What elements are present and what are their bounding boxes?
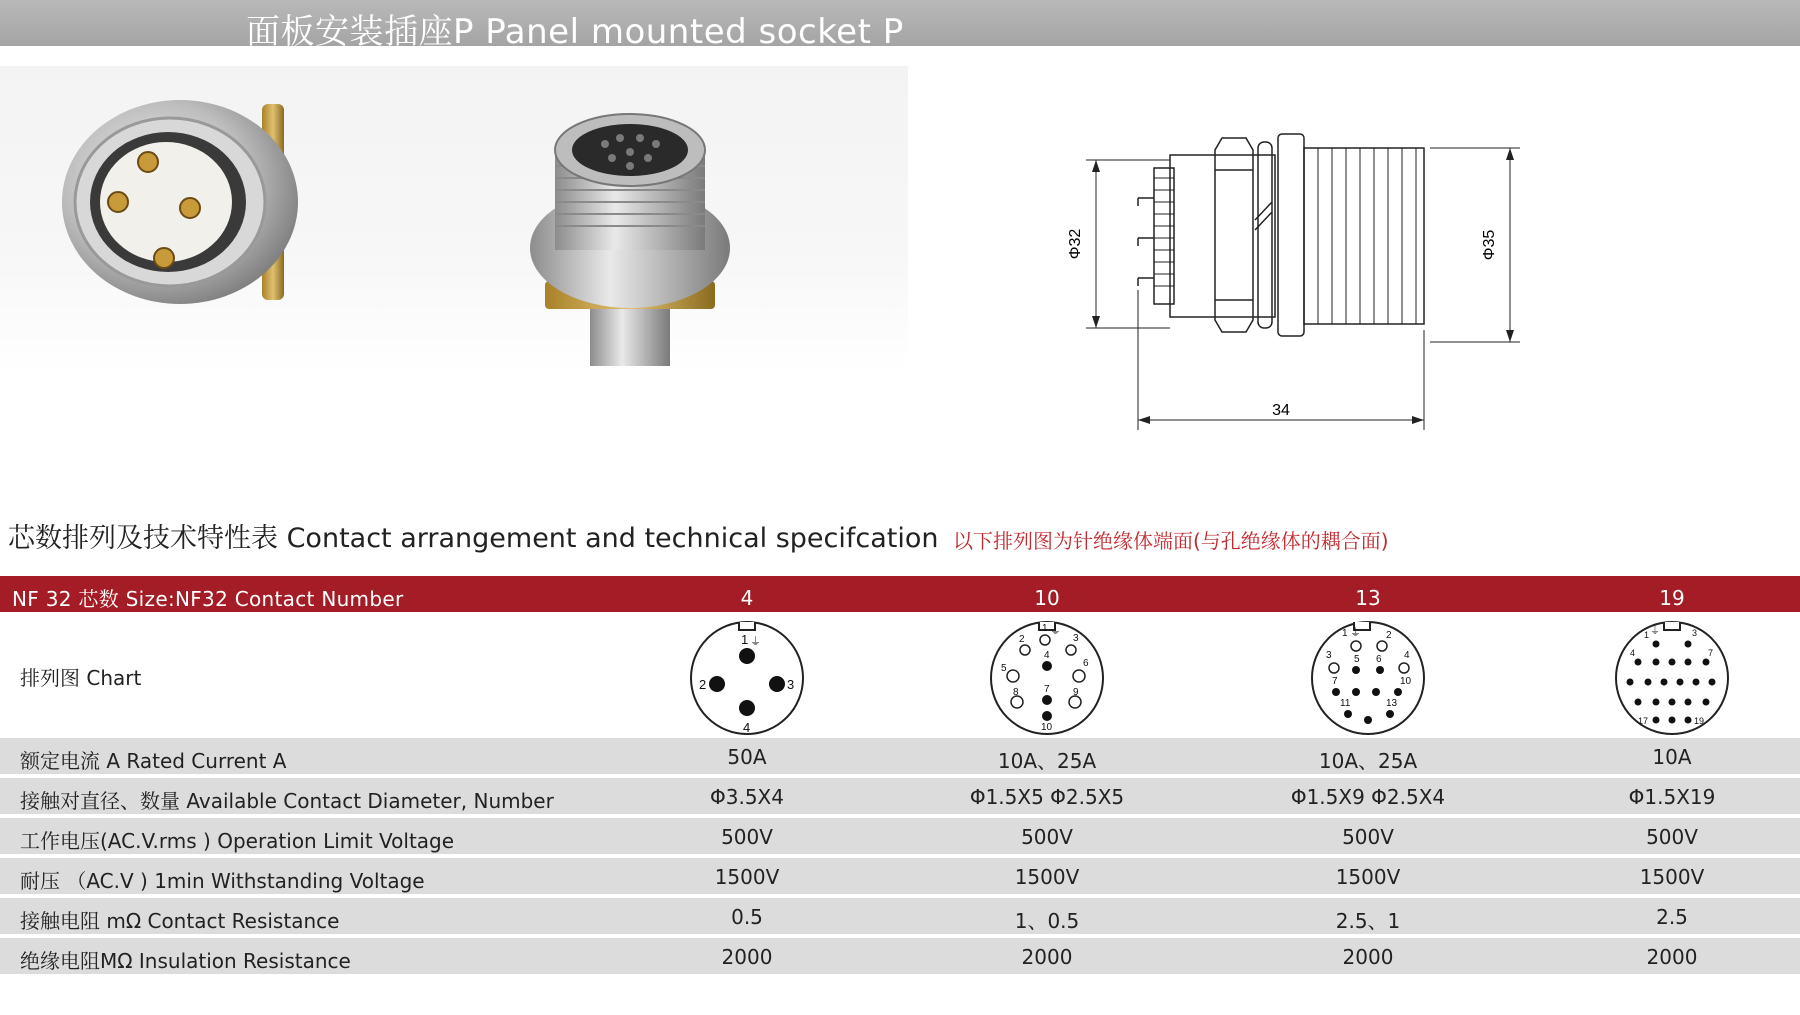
table-cell: 2.5 (1656, 905, 1688, 929)
table-cell: 2.5、1 (1335, 909, 1401, 933)
pin-label: 7 (1044, 684, 1050, 695)
pin-label: 8 (1013, 687, 1019, 698)
table-row (0, 738, 1800, 774)
ground-icon: ⏚ (1350, 627, 1361, 639)
ground-icon: ⏚ (1650, 626, 1660, 637)
pin-label: 1 (741, 632, 749, 647)
table-cell: 2000 (1646, 945, 1698, 969)
product-photo-illustration (0, 66, 908, 376)
pin-label: 9 (1073, 687, 1079, 698)
contact-chart-19 (1608, 616, 1736, 738)
table-cell: 10A、25A (1318, 749, 1418, 773)
table-row (0, 938, 1800, 974)
table-cell: 500V (1342, 825, 1394, 849)
section-heading: 芯数排列及技术特性表 Contact arrangement and technical specifcation (8, 523, 939, 554)
pin-label: 1 (1644, 630, 1650, 640)
arrangement-note: 以下排列图为针绝缘体端面(与孔绝缘体的耦合面) (953, 529, 1389, 553)
col-head-13: 13 (1355, 586, 1381, 610)
chart-row-label: 排列图 Chart (20, 666, 142, 690)
pin-label: 10 (1041, 722, 1053, 733)
table-cell: 1500V (1014, 865, 1080, 889)
pin-label: 4 (1630, 648, 1636, 658)
table-cell: 2000 (1021, 945, 1073, 969)
table-cell: 10A、25A (997, 749, 1097, 773)
row-label-withstanding-voltage: 耐压 （AC.V ) 1min Withstanding Voltage (20, 869, 425, 893)
pin-label: 3 (1073, 633, 1079, 644)
ground-icon: ⏚ (1050, 625, 1061, 637)
table-cell: Φ1.5X5 Φ2.5X5 (969, 785, 1125, 809)
table-row (0, 818, 1800, 854)
contact-chart-4 (683, 616, 811, 738)
row-label-operation-voltage: 工作电压(AC.V.rms ) Operation Limit Voltage (20, 829, 455, 853)
ground-icon: ⏚ (750, 636, 761, 648)
row-label-contact-resistance: 接触电阻 mΩ Contact Resistance (20, 909, 340, 933)
table-cell: 2000 (1342, 945, 1394, 969)
table-cell: 500V (1021, 825, 1073, 849)
pin-label: 2 (1386, 630, 1392, 641)
dim-d35: Φ35 (1481, 229, 1498, 261)
dimension-drawing (1050, 120, 1550, 440)
row-label-contact-diameter: 接触对直径、数量 Available Contact Diameter, Number (20, 789, 554, 813)
dim-d32: Φ32 (1067, 228, 1084, 260)
pin-label: 6 (1083, 658, 1089, 669)
table-cell: 1500V (1639, 865, 1705, 889)
pin-label: 11 (1340, 698, 1351, 709)
page-title: 面板安装插座P Panel mounted socket P (246, 12, 904, 52)
table-cell: 50A (727, 745, 767, 769)
table-cell: 2000 (721, 945, 773, 969)
pin-label: 4 (743, 720, 751, 735)
col-head-10: 10 (1034, 586, 1060, 610)
row-label-insulation-resistance: 绝缘电阻MΩ Insulation Resistance (20, 949, 351, 973)
pin-label: 5 (1354, 654, 1360, 665)
pin-label: 3 (1692, 628, 1698, 638)
table-cell: 1500V (1335, 865, 1401, 889)
pin-label: 6 (1376, 654, 1382, 665)
pin-label: 13 (1386, 698, 1398, 709)
table-row (0, 858, 1800, 894)
table-cell: Φ3.5X4 (710, 785, 784, 809)
table-cell: 500V (721, 825, 773, 849)
product-photo (0, 66, 908, 376)
table-cell: Φ1.5X9 Φ2.5X4 (1290, 785, 1446, 809)
pin-label: 2 (1019, 634, 1025, 645)
table-header-label: NF 32 芯数 Size:NF32 Contact Number (12, 587, 404, 611)
table-cell: 1、0.5 (1014, 909, 1080, 933)
contact-chart-10 (983, 616, 1111, 738)
pin-label: 1 (1342, 628, 1348, 639)
table-cell: 1500V (714, 865, 780, 889)
col-head-19: 19 (1659, 586, 1685, 610)
pin-label: 17 (1638, 716, 1649, 726)
four-pin-socket-photo (62, 100, 298, 304)
pin-label: 2 (699, 677, 707, 692)
dim-length: 34 (1272, 402, 1290, 419)
pin-label: 4 (1044, 650, 1050, 661)
row-label-rated-current: 额定电流 A Rated Current A (20, 749, 287, 773)
table-row (0, 898, 1800, 934)
table-cell: Φ1.5X19 (1628, 785, 1716, 809)
pin-label: 3 (787, 677, 795, 692)
table-cell: 10A (1652, 745, 1692, 769)
col-head-4: 4 (740, 586, 754, 610)
table-row (0, 778, 1800, 814)
pin-label: 19 (1694, 716, 1705, 726)
pin-label: 7 (1332, 676, 1338, 687)
pin-label: 4 (1404, 650, 1410, 661)
pin-label: 10 (1400, 676, 1412, 687)
chart-row (0, 612, 1800, 738)
table-cell: 0.5 (731, 905, 763, 929)
table-cell: 500V (1646, 825, 1698, 849)
contact-chart-13 (1304, 616, 1432, 738)
pin-label: 1 (1042, 623, 1048, 634)
ten-pin-socket-photo (530, 114, 730, 366)
pin-label: 7 (1708, 648, 1714, 658)
pin-label: 3 (1326, 650, 1332, 661)
pin-label: 5 (1001, 663, 1007, 674)
